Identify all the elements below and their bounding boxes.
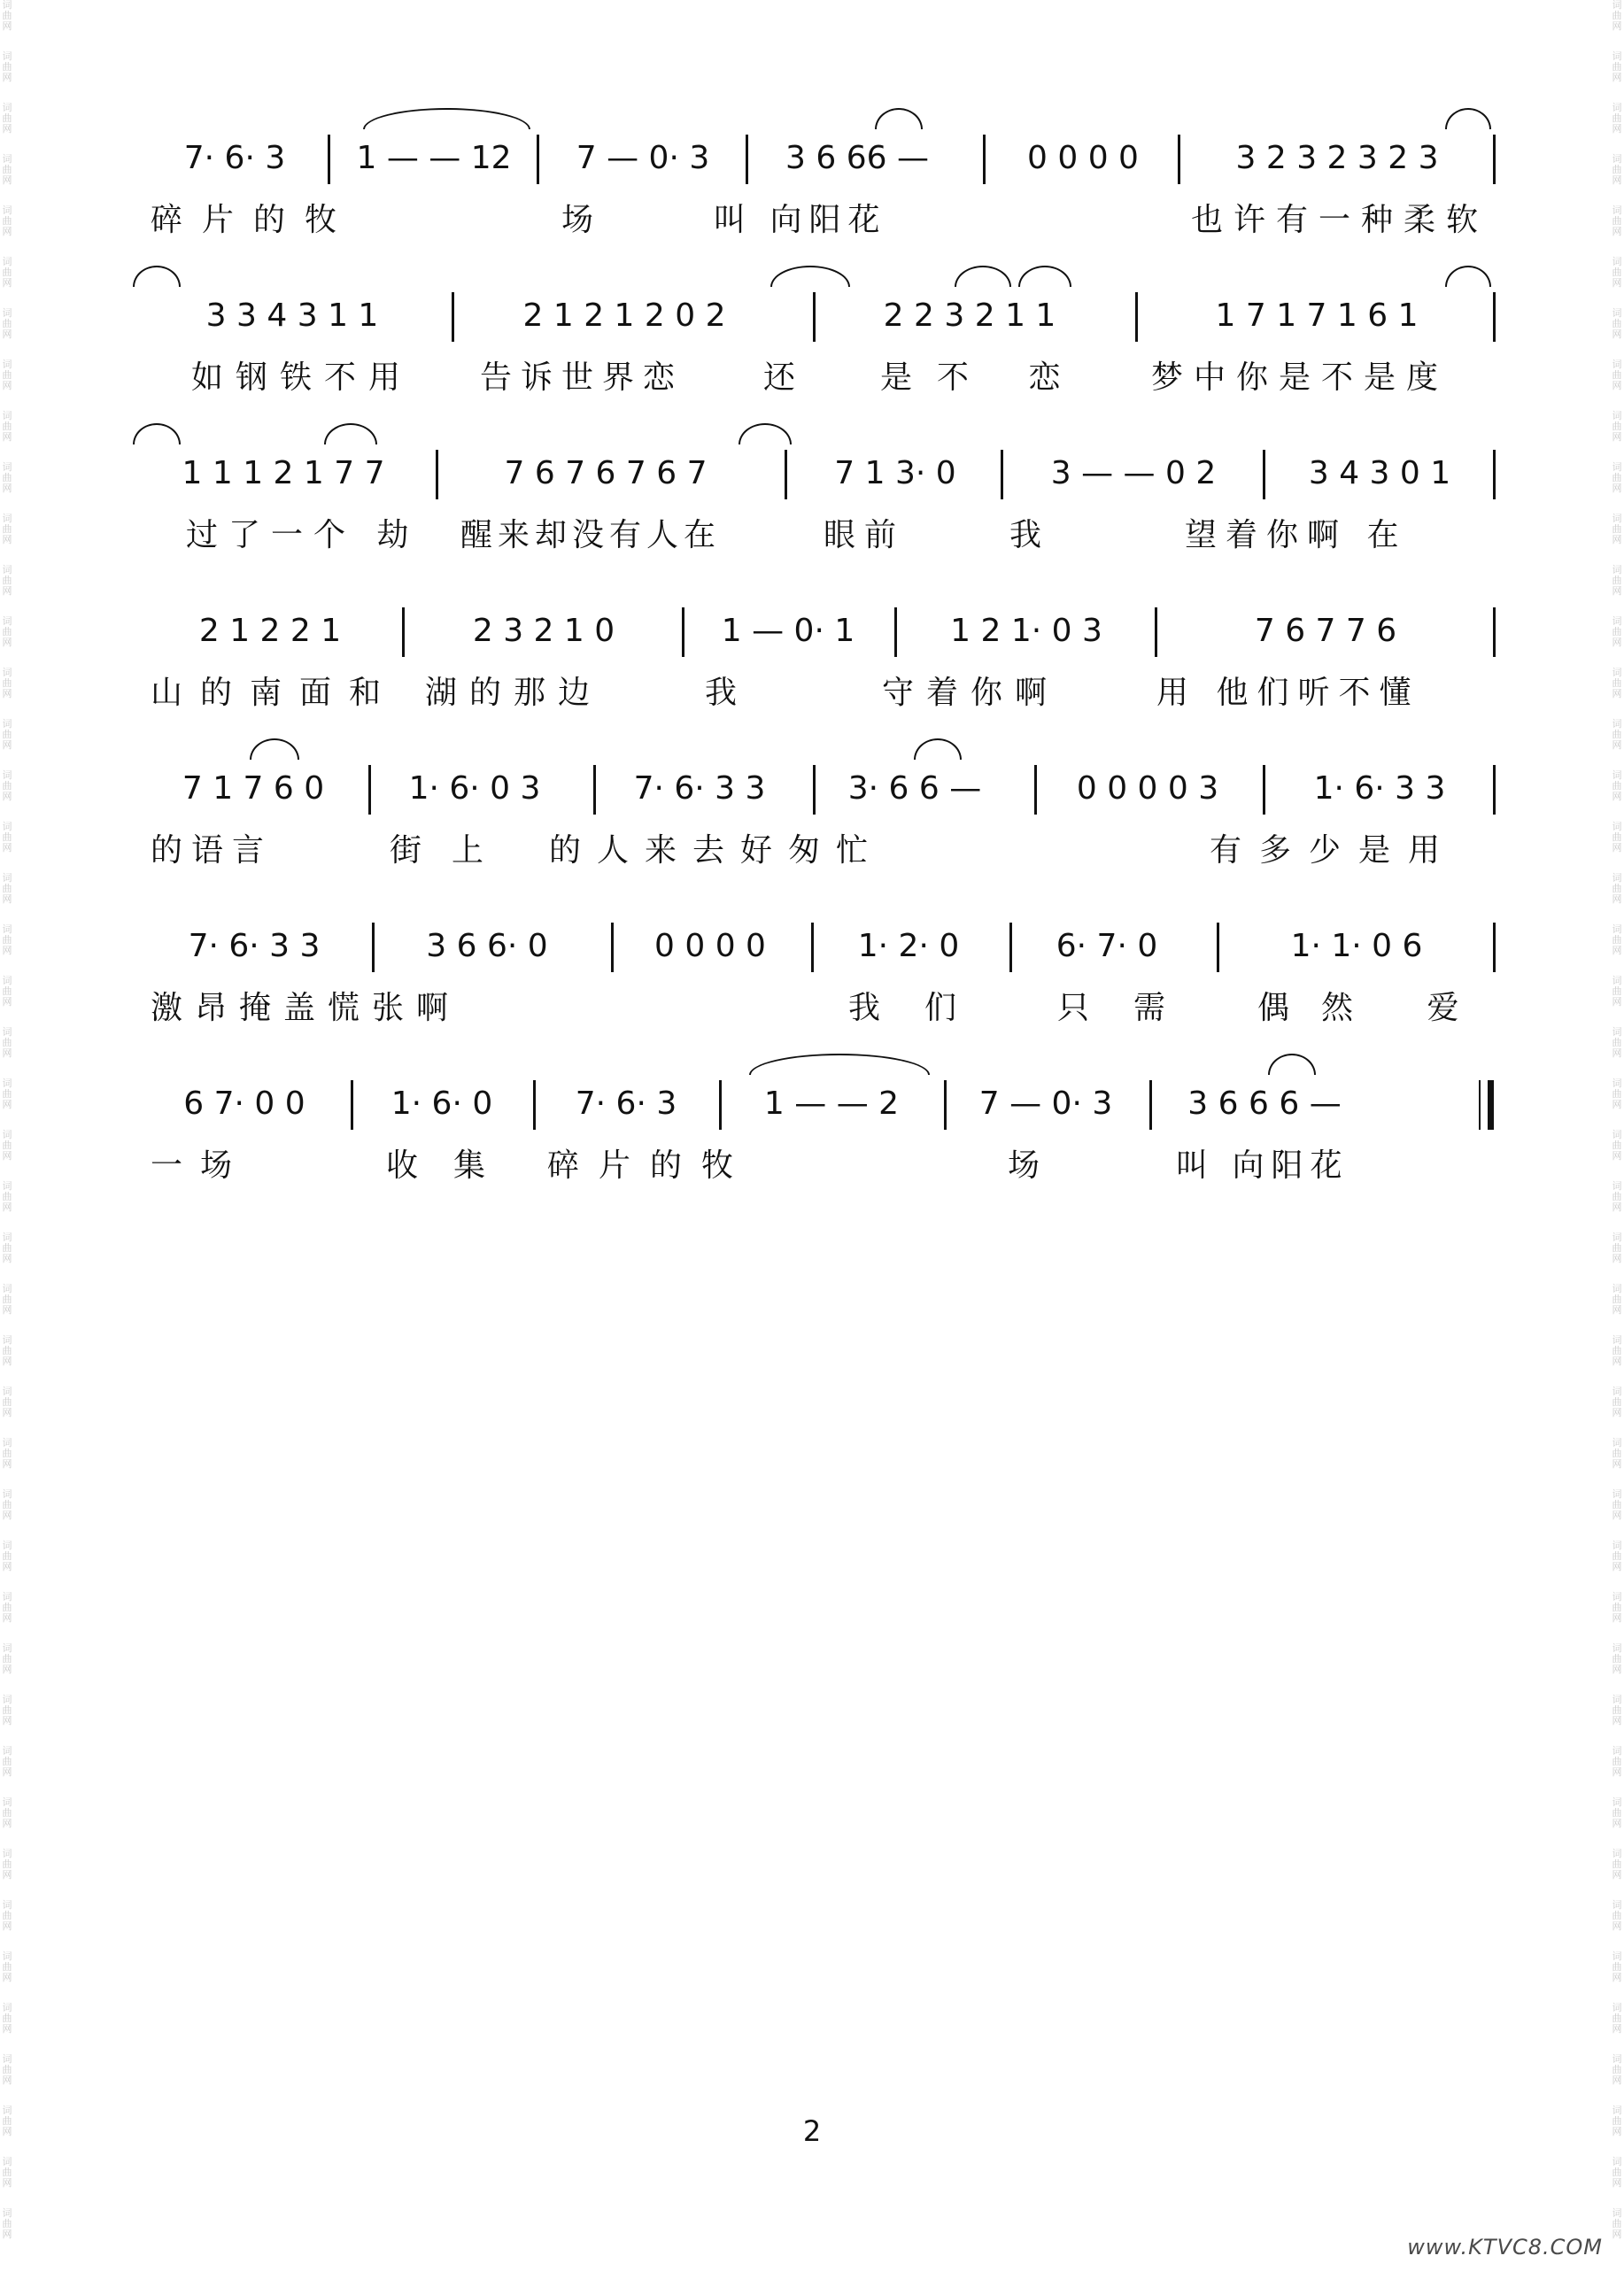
watermark-text: 词 曲 网	[2, 50, 12, 83]
slur	[955, 266, 1011, 287]
lyric: 我们	[848, 990, 1001, 1026]
measure: 1 2 1· 0 3	[950, 612, 1102, 649]
lyric: 过了一个 劫	[186, 517, 420, 553]
slur	[1018, 266, 1071, 287]
watermark-text: 词 曲 网	[2, 2156, 12, 2189]
watermark-text: 词 曲 网	[2, 1796, 12, 1829]
notes-row	[151, 446, 1496, 499]
lyric: 有多少是用	[1210, 832, 1458, 869]
page-number: 2	[802, 2114, 822, 2148]
lyrics-row	[151, 668, 1496, 710]
watermark-text: 词 曲 网	[2, 359, 12, 391]
watermark-text: 词 曲 网	[2, 461, 12, 494]
measure: 1· 6· 3 3	[1313, 769, 1446, 807]
measure: 3 3 4 3 1 1	[205, 297, 379, 334]
lyric: 收集	[386, 1147, 522, 1184]
watermark-text: 词 曲 网	[1612, 1232, 1622, 1264]
score-system-6	[151, 919, 1496, 1052]
watermark-text: 词 曲 网	[1612, 153, 1622, 186]
lyrics-row	[151, 195, 1496, 237]
bar-line	[1263, 765, 1265, 815]
bar-line	[944, 1080, 947, 1130]
watermark-text: 词 曲 网	[2, 1488, 12, 1521]
bar-line	[813, 765, 816, 815]
watermark-text: 词 曲 网	[2, 564, 12, 597]
watermark-text: 词 曲 网	[2, 615, 12, 648]
bar-line	[1493, 923, 1496, 972]
watermark-text: 词 曲 网	[2, 1232, 12, 1264]
lyrics-row	[151, 825, 1496, 868]
lyric: 用 他们听不懂	[1156, 675, 1420, 711]
watermark-text: 词 曲 网	[1612, 1078, 1622, 1110]
watermark-text: 词 曲 网	[1612, 1591, 1622, 1624]
measure: 3 6 66 —	[785, 139, 929, 176]
lyric: 告诉世界恋	[480, 359, 684, 396]
measure: 3 — — 0 2	[1050, 454, 1217, 491]
watermark-text: 词 曲 网	[1612, 1488, 1622, 1521]
bar-line	[533, 1080, 536, 1130]
watermark-text: 词 曲 网	[2, 153, 12, 186]
measure: 6 7· 0 0	[183, 1085, 305, 1122]
watermark-text: 词 曲 网	[1612, 769, 1622, 802]
bar-line	[983, 135, 986, 184]
measure: 1· 2· 0	[857, 927, 960, 964]
bar-line	[351, 1080, 353, 1130]
watermark-text: 词 曲 网	[1612, 461, 1622, 494]
lyric: 碎片的牧	[547, 1147, 754, 1184]
lyric: 湖的那边	[425, 675, 603, 711]
lyric: 街上	[390, 832, 514, 869]
slur	[324, 423, 377, 444]
measure: 3 6 6· 0	[426, 927, 548, 964]
watermark-text: 词 曲 网	[1612, 1745, 1622, 1778]
bar-line	[1001, 450, 1003, 499]
bar-line	[372, 923, 375, 972]
double-bar-line-thin	[1479, 1080, 1481, 1130]
bar-line	[1034, 765, 1037, 815]
measure: 1 1 1 2 1 7 7	[182, 454, 385, 491]
watermark-text: 词 曲 网	[2, 256, 12, 289]
watermark-text: 词 曲 网	[1612, 2105, 1622, 2137]
measure: 7 6 7 6 7 6 7	[504, 454, 708, 491]
watermark-text: 词 曲 网	[1612, 2156, 1622, 2189]
watermark-text: 词 曲 网	[2, 1642, 12, 1675]
lyric: 如钢铁不用	[191, 359, 414, 396]
bar-line	[811, 923, 814, 972]
bar-line	[436, 450, 438, 499]
bar-line	[1493, 135, 1496, 184]
lyric: 的人来去好匆忙	[549, 832, 885, 869]
watermark-text: 词 曲 网	[2, 1540, 12, 1572]
lyric: 叫 向阳花	[1176, 1147, 1349, 1184]
measure: 7 — 0· 3	[576, 139, 710, 176]
watermark-text: 词 曲 网	[1612, 1899, 1622, 1932]
lyric: 我	[705, 675, 757, 711]
watermark-text: 词 曲 网	[1612, 205, 1622, 237]
watermark-text: 词 曲 网	[2, 1694, 12, 1727]
measure: 7 6 7 7 6	[1254, 612, 1397, 649]
lyric: 只需	[1057, 990, 1210, 1026]
watermark-text: 词 曲 网	[1612, 821, 1622, 854]
slur	[250, 738, 299, 760]
watermark-text: 词 曲 网	[2, 1899, 12, 1932]
watermark-text: 词 曲 网	[2, 1848, 12, 1881]
measure: 1· 1· 0 6	[1290, 927, 1423, 964]
measure: 7 1 7 6 0	[182, 769, 325, 807]
watermark-text: 词 曲 网	[2, 872, 12, 905]
score-system-1	[151, 131, 1496, 264]
watermark-text: 词 曲 网	[2, 102, 12, 135]
watermark-text: 词 曲 网	[2, 513, 12, 545]
bar-line	[1135, 292, 1138, 342]
watermark-text: 词 曲 网	[1612, 1694, 1622, 1727]
lyric: 的语言	[151, 832, 274, 869]
watermark-text: 词 曲 网	[2, 1437, 12, 1470]
watermark-text: 词 曲 网	[1612, 102, 1622, 135]
measure: 1· 6· 0	[391, 1085, 493, 1122]
watermark-text: 词 曲 网	[2, 1334, 12, 1367]
measure: 7 — 0· 3	[978, 1085, 1113, 1122]
bar-line	[813, 292, 816, 342]
lyric: 偶然 爱	[1257, 990, 1491, 1026]
measure: 1· 6· 0 3	[408, 769, 541, 807]
measure: 7· 6· 3 3	[188, 927, 321, 964]
watermark-text: 词 曲 网	[1612, 975, 1622, 1008]
bar-line	[593, 765, 596, 815]
bar-line	[1178, 135, 1180, 184]
measure: 6· 7· 0	[1056, 927, 1158, 964]
measure: 2 2 3 2 1 1	[883, 297, 1056, 334]
bar-line	[537, 135, 539, 184]
slur	[133, 423, 181, 444]
slur	[770, 266, 850, 287]
watermark-text: 词 曲 网	[2, 923, 12, 956]
watermark-text: 词 曲 网	[1612, 359, 1622, 391]
bar-line	[1149, 1080, 1152, 1130]
bar-line	[1217, 923, 1219, 972]
watermark-text: 词 曲 网	[2, 718, 12, 751]
lyric: 还	[763, 359, 816, 396]
watermark-text: 词 曲 网	[2, 0, 12, 32]
slur	[1445, 108, 1491, 129]
lyrics-row	[151, 983, 1496, 1025]
watermark-text: 词 曲 网	[1612, 0, 1622, 32]
lyric: 也许有一种柔软	[1191, 202, 1489, 238]
watermark-text: 词 曲 网	[2, 1386, 12, 1418]
slur	[363, 108, 530, 129]
lyric: 一场	[151, 1147, 251, 1184]
watermark-text: 词 曲 网	[1612, 2002, 1622, 2035]
measure: 7· 6· 3	[575, 1085, 677, 1122]
lyric: 望着你啊 在	[1185, 517, 1408, 553]
watermark-text: 词 曲 网	[1612, 1540, 1622, 1572]
bar-line	[785, 450, 787, 499]
watermark-text: 词 曲 网	[2, 821, 12, 854]
score-system-3	[151, 446, 1496, 579]
lyric: 梦中你是不是度	[1151, 359, 1450, 396]
measure: 3 2 3 2 3 2 3	[1235, 139, 1439, 176]
bar-line	[1493, 607, 1496, 657]
watermark-text: 词 曲 网	[2, 1591, 12, 1624]
watermark-text: 词 曲 网	[2, 2002, 12, 2035]
watermark-text: 词 曲 网	[2, 1129, 12, 1162]
measure: 0 0 0 0	[1027, 139, 1139, 176]
bar-line	[1009, 923, 1012, 972]
watermark-text: 词 曲 网	[1612, 50, 1622, 83]
watermark-text: 词 曲 网	[2, 1745, 12, 1778]
watermark-text: 词 曲 网	[2, 1951, 12, 1983]
watermark-text: 词 曲 网	[2, 205, 12, 237]
bar-line	[328, 135, 330, 184]
bar-line	[1493, 292, 1496, 342]
notes-row	[151, 919, 1496, 972]
bar-line	[611, 923, 614, 972]
left-watermark-strip	[0, 0, 14, 2279]
slur	[1445, 266, 1491, 287]
lyric: 场	[1008, 1147, 1060, 1184]
slur	[133, 266, 181, 287]
lyric: 眼前	[824, 517, 906, 553]
measure: 7· 6· 3 3	[633, 769, 766, 807]
measure: 3 6 6 6 —	[1187, 1085, 1342, 1122]
measure: 2 1 2 1 2 0 2	[522, 297, 726, 334]
watermark-text: 词 曲 网	[2, 2105, 12, 2137]
slur	[749, 1054, 930, 1075]
bar-line	[368, 765, 371, 815]
lyrics-row	[151, 1140, 1496, 1183]
watermark-text: 词 曲 网	[1612, 718, 1622, 751]
notes-row	[151, 1077, 1496, 1130]
slur	[739, 423, 792, 444]
measure: 2 3 2 1 0	[472, 612, 615, 649]
bar-line	[452, 292, 454, 342]
watermark-text: 词 曲 网	[1612, 1642, 1622, 1675]
lyric: 守着你啊	[882, 675, 1060, 711]
slur	[875, 108, 923, 129]
watermark-text: 词 曲 网	[1612, 2053, 1622, 2086]
watermark-text: 词 曲 网	[2, 2207, 12, 2240]
watermark-text: 词 曲 网	[1612, 1796, 1622, 1829]
watermark-text: 词 曲 网	[1612, 615, 1622, 648]
watermark-text: 词 曲 网	[1612, 1334, 1622, 1367]
watermark-text: 词 曲 网	[1612, 1848, 1622, 1881]
watermark-text: 词 曲 网	[2, 1180, 12, 1213]
watermark-text: 词 曲 网	[2, 2053, 12, 2086]
notes-row	[151, 604, 1496, 657]
site-watermark: www.KTVC8.COM	[1407, 2235, 1603, 2260]
watermark-text: 词 曲 网	[1612, 307, 1622, 340]
bar-line	[402, 607, 405, 657]
notes-row	[151, 761, 1496, 815]
measure: 1 — 0· 1	[721, 612, 855, 649]
watermark-text: 词 曲 网	[1612, 1283, 1622, 1316]
watermark-text: 词 曲 网	[2, 307, 12, 340]
watermark-text: 词 曲 网	[2, 1026, 12, 1059]
watermark-text: 词 曲 网	[2, 1283, 12, 1316]
watermark-text: 词 曲 网	[2, 667, 12, 699]
measure: 1 — — 2	[763, 1085, 900, 1122]
score-system-2	[151, 289, 1496, 421]
watermark-text: 词 曲 网	[1612, 1951, 1622, 1983]
watermark-text: 词 曲 网	[1612, 256, 1622, 289]
watermark-text: 词 曲 网	[1612, 513, 1622, 545]
bar-line	[1263, 450, 1265, 499]
watermark-text: 词 曲 网	[2, 975, 12, 1008]
lyric: 是不 恋	[880, 359, 1086, 396]
measure: 0 0 0 0	[654, 927, 766, 964]
notes-row	[151, 131, 1496, 184]
watermark-text: 词 曲 网	[1612, 1386, 1622, 1418]
lyric: 醒来却没有人在	[460, 517, 722, 553]
watermark-text: 词 曲 网	[1612, 564, 1622, 597]
right-watermark-strip	[1610, 0, 1624, 2279]
bar-line	[719, 1080, 722, 1130]
lyric: 我	[1009, 517, 1062, 553]
measure: 7· 6· 3	[183, 139, 286, 176]
measure: 1 7 1 7 1 6 1	[1215, 297, 1419, 334]
measure: 1 — — 12	[356, 139, 512, 176]
lyrics-row	[151, 352, 1496, 395]
watermark-text: 词 曲 网	[1612, 2207, 1622, 2240]
measure: 2 1 2 2 1	[198, 612, 342, 649]
bar-line	[746, 135, 748, 184]
measure: 3· 6 6 —	[847, 769, 982, 807]
bar-line	[1155, 607, 1157, 657]
notes-row	[151, 289, 1496, 342]
watermark-text: 词 曲 网	[1612, 1026, 1622, 1059]
watermark-text: 词 曲 网	[1612, 667, 1622, 699]
watermark-text: 词 曲 网	[1612, 410, 1622, 443]
lyric: 激昂掩盖慌张啊	[151, 990, 461, 1026]
lyrics-row	[151, 510, 1496, 552]
measure: 0 0 0 0 3	[1076, 769, 1219, 807]
bar-line	[1493, 450, 1496, 499]
score-system-5	[151, 761, 1496, 894]
measure: 3 4 3 0 1	[1308, 454, 1451, 491]
watermark-text: 词 曲 网	[1612, 923, 1622, 956]
slur	[914, 738, 962, 760]
lyric: 山的南面和	[151, 675, 399, 711]
bar-line	[1493, 765, 1496, 815]
measure: 7 1 3· 0	[834, 454, 956, 491]
score-system-4	[151, 604, 1496, 737]
watermark-text: 词 曲 网	[2, 410, 12, 443]
lyric: 叫 向阳花	[714, 202, 887, 238]
watermark-text: 词 曲 网	[1612, 1437, 1622, 1470]
watermark-text: 词 曲 网	[1612, 1129, 1622, 1162]
watermark-text: 词 曲 网	[1612, 1180, 1622, 1213]
final-bar-line	[1488, 1080, 1494, 1130]
watermark-text: 词 曲 网	[2, 769, 12, 802]
watermark-text: 词 曲 网	[1612, 872, 1622, 905]
score-system-7	[151, 1077, 1496, 1209]
slur	[1268, 1054, 1316, 1075]
lyric: 碎片的牧	[151, 202, 357, 238]
lyric: 场	[561, 202, 614, 238]
bar-line	[894, 607, 897, 657]
bar-line	[682, 607, 684, 657]
watermark-text: 词 曲 网	[2, 1078, 12, 1110]
